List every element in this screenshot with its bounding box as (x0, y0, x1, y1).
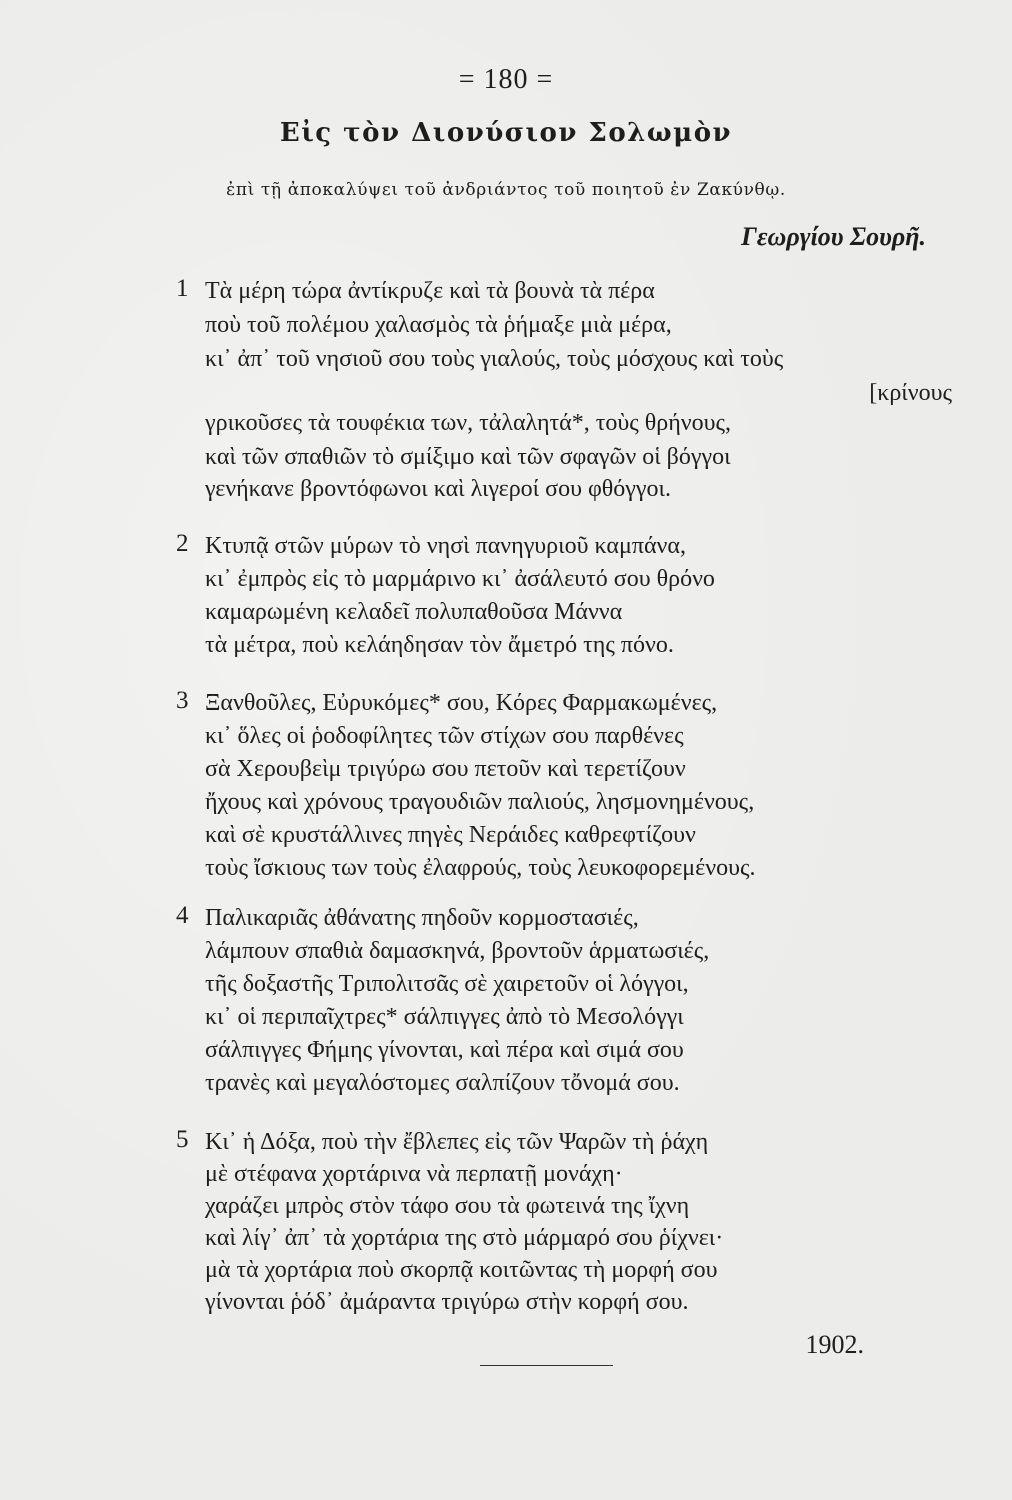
end-rule (480, 1365, 613, 1366)
verse-line: κι᾽ ἀπ᾽ τοῦ νησιοῦ σου τοὺς γιαλούς, τοὺς μόσχους καὶ τοὺς (205, 346, 784, 372)
verse-line: γρικοῦσες τὰ τουφέκια των, τἀλαλητά*, τοὺς θρήνους, (205, 410, 732, 436)
verse-line: μὲ στέφανα χορτάρινα νὰ περπατῇ μονάχη· (205, 1161, 623, 1187)
stanza-number: 5 (176, 1126, 189, 1153)
verse-line: τῆς δοξαστῆς Τριπολιτσᾶς σὲ χαιρετοῦν οἱ λόγγοι, (205, 971, 689, 997)
stanza-number: 3 (176, 687, 189, 714)
stanza-number: 4 (176, 902, 189, 929)
stanza-number: 1 (176, 275, 189, 302)
verse-line: σάλπιγγες Φήμης γίνονται, καὶ πέρα καὶ σιμά σου (205, 1037, 684, 1063)
verse-line: κι᾽ οἱ περιπαῖχτρες* σάλπιγγες ἀπὸ τὸ Μεσολόγγι (205, 1004, 684, 1030)
verse-line: Τὰ μέρη τώρα ἀντίκρυζε καὶ τὰ βουνὰ τὰ πέρα (205, 278, 655, 304)
verse-line-continuation: [κρίνους (869, 380, 952, 406)
verse-line: καὶ σὲ κρυστάλλινες πηγὲς Νεράιδες καθρεφτίζουν (205, 822, 696, 848)
verse-line: καὶ τῶν σπαθιῶν τὸ σμίξιμο καὶ τῶν σφαγῶν οἱ βόγγοι (205, 444, 731, 470)
verse-line: γενήκανε βροντόφωνοι καὶ λιγεροί σου φθόγγοι. (205, 476, 671, 502)
poem-date: 1902. (805, 1330, 864, 1359)
page-number: = 180 = (458, 64, 554, 95)
verse-line: τρανὲς καὶ μεγαλόστομες σαλπίζουν τὄνομά σου. (205, 1070, 680, 1096)
poem-subtitle: ἐπὶ τῇ ἀποκαλύψει τοῦ ἀνδριάντος τοῦ ποιητοῦ ἐν Ζακύνθῳ. (226, 180, 786, 200)
verse-line: χαράζει μπρὸς στὸν τάφο σου τὰ φωτεινά της ἴχνη (205, 1193, 690, 1219)
verse-line: κι᾽ ἐμπρὸς εἰς τὸ μαρμάρινο κι᾽ ἀσάλευτό σου θρόνο (205, 566, 715, 592)
verse-line: καὶ λίγ᾽ ἀπ᾽ τὰ χορτάρια της στὸ μάρμαρό σου ῥίχνει· (205, 1225, 724, 1251)
verse-line: τοὺς ἴσκιους των τοὺς ἐλαφρούς, τοὺς λευκοφορεμένους. (205, 855, 756, 881)
verse-line: ἤχους καὶ χρόνους τραγουδιῶν παλιούς, λησμονημένους, (205, 789, 755, 815)
verse-line: Κι᾽ ἡ Δόξα, ποὺ τὴν ἔβλεπες εἰς τῶν Ψαρῶν τὴ ῥάχη (205, 1129, 709, 1155)
verse-line: μὰ τὰ χορτάρια ποὺ σκορπᾷ κοιτῶντας τὴ μορφή σου (205, 1257, 718, 1283)
stanza-number: 2 (176, 530, 189, 557)
verse-line: καμαρωμένη κελαδεῖ πολυπαθοῦσα Μάννα (205, 599, 623, 625)
verse-line: κι᾽ ὅλες οἱ ῥοδοφίλητες τῶν στίχων σου παρθένες (205, 723, 684, 749)
verse-line: λάμπουν σπαθιὰ δαμασκηνά, βροντοῦν ἁρματωσιές, (205, 938, 710, 964)
verse-line: γίνονται ῥόδ᾽ ἀμάραντα τριγύρω στὴν κορφή σου. (205, 1289, 689, 1315)
poem-title: Εἰς τὸν Διονύσιον Σολωμὸν (279, 118, 733, 148)
poem-author: Γεωργίου Σουρῆ. (741, 222, 926, 251)
verse-line: Παλικαριᾶς ἀθάνατης πηδοῦν κορμοστασιές, (205, 905, 639, 931)
verse-line: τὰ μέτρα, ποὺ κελάηδησαν τὸν ἄμετρό της πόνο. (205, 632, 674, 658)
verse-line: ποὺ τοῦ πολέμου χαλασμὸς τὰ ῥήμαξε μιὰ μέρα, (205, 312, 672, 338)
verse-line: Κτυπᾷ στῶν μύρων τὸ νησὶ πανηγυριοῦ καμπάνα, (205, 533, 686, 559)
verse-line: σὰ Χερουβεὶμ τριγύρω σου πετοῦν καὶ τερετίζουν (205, 756, 686, 782)
verse-line: Ξανθοῦλες, Εὐρυκόμες* σου, Κόρες Φαρμακωμένες, (205, 690, 718, 716)
